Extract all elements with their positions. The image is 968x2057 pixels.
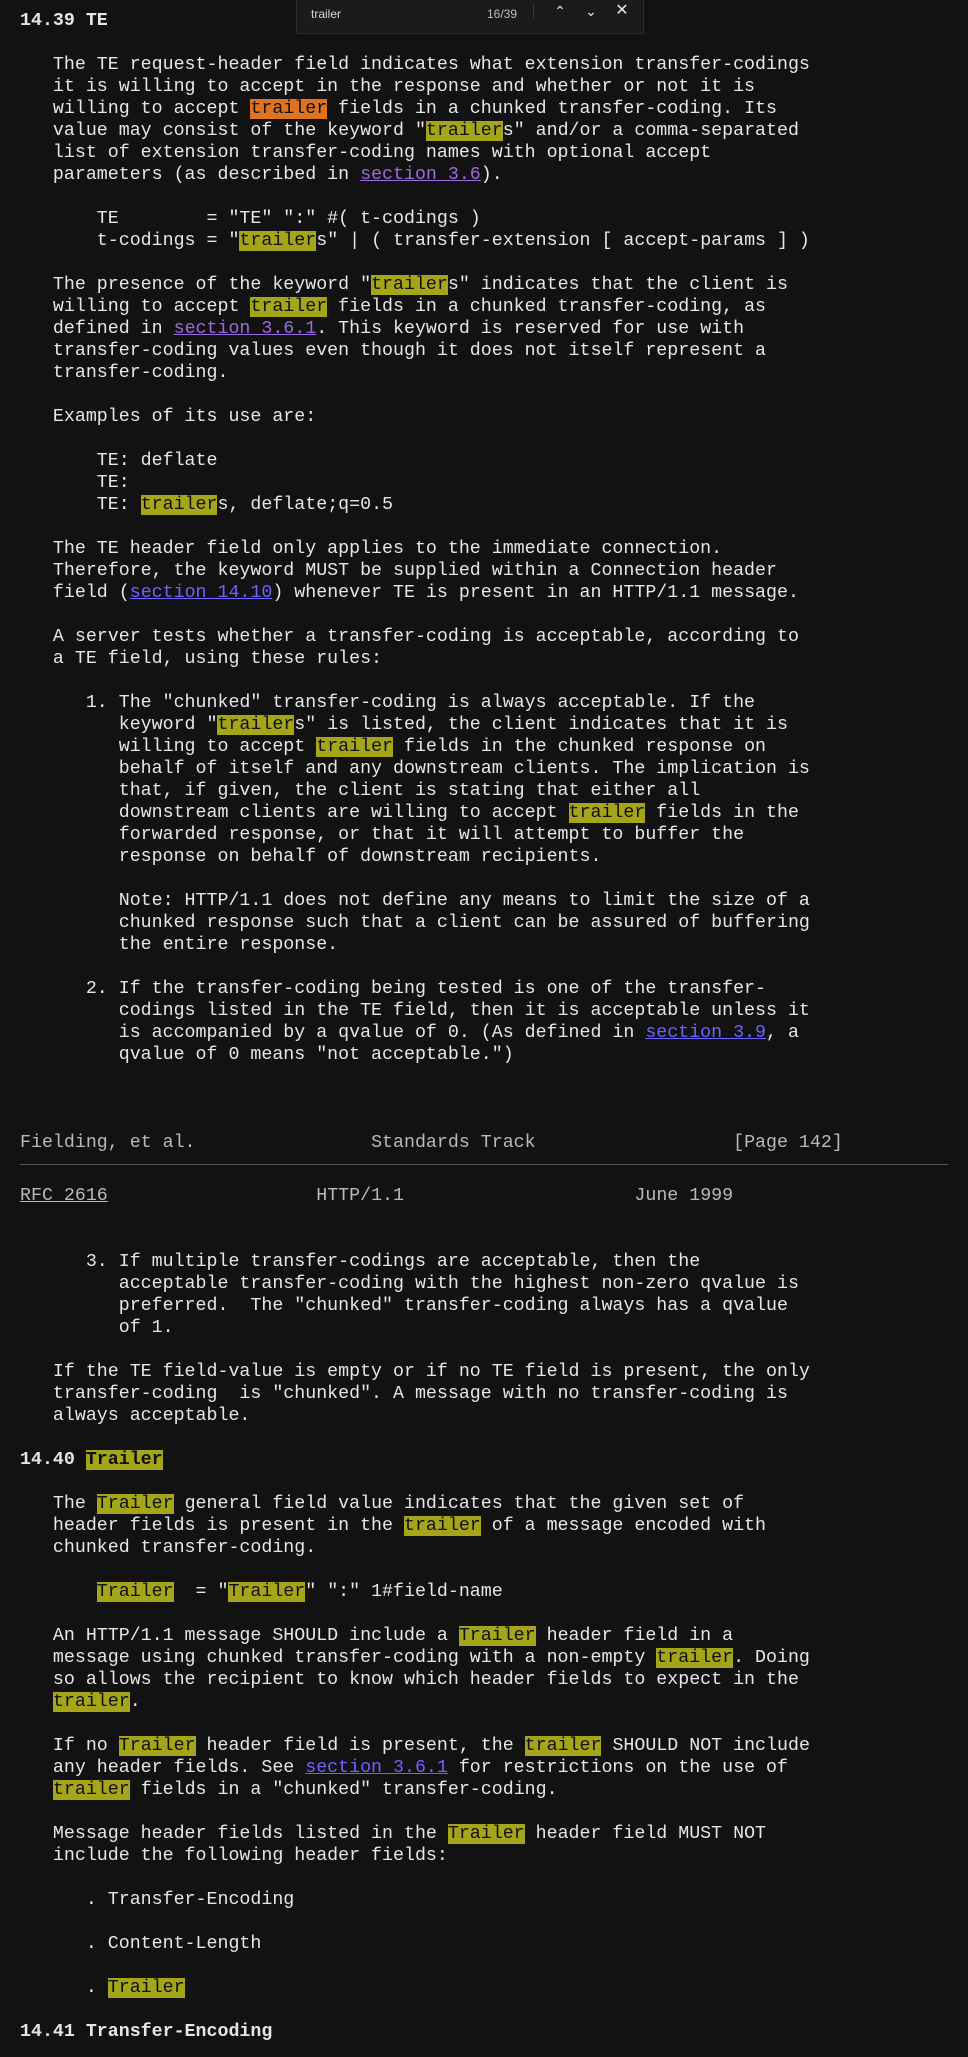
find-match-count: 16/39 [487,7,518,21]
section-heading-14-39: 14.39 TE [20,11,108,31]
te-intro-paragraph: The TE request-header field indicates what extension transfer-codings it is willing to accept in the response and whether or not it is willing to accept trailer fields in a chunked transfer-coding. Its value may consist of the keyword "trailers" and/or a comma-separated list of extension transfer-coding names with optional accept parameters (as described in section 3.6). [20,55,810,185]
rule-1: 1. The "chunked" transfer-coding is always acceptable. If the keyword "trailers" is listed, the client indicates that it is willing to accept trailer fields in the chunked response on behalf of itself and any downstream clients. The implication is that, if given, the client is stating that either all downstream clients are willing to accept trailer fields in the forwarded response, or that it will attempt to buffer the response on behalf of downstream recipients. [20,693,810,867]
page-footer: Fielding, et al. Standards Track [Page 142] [20,1133,843,1153]
trailer-intro-paragraph: The Trailer general field value indicates that the given set of header fields is present in the trailer of a message encoded with chunked transfer-coding. [20,1494,766,1558]
link-rfc-2616[interactable]: RFC 2616 [20,1186,108,1206]
empty-te-paragraph: If the TE field-value is empty or if no TE field is present, the only transfer-coding is "chunked". A message with no transfer-coding is always acceptable. [20,1362,810,1426]
search-match: trailer [568,803,646,823]
page-header: RFC 2616 HTTP/1.1 June 1999 [20,1186,734,1206]
te-grammar: TE = "TE" ":" #( t-codings ) t-codings = "trailers" | ( transfer-extension [ accept-params ] ) [20,209,810,251]
search-match: trailer [656,1648,734,1668]
server-rules-intro: A server tests whether a transfer-coding is acceptable, according to a TE field, using these rules: [20,627,799,669]
examples-intro: Examples of its use are: [20,407,317,427]
search-match: Trailer [107,1978,185,1998]
search-match: Trailer [85,1450,163,1470]
chevron-down-icon[interactable]: ⌄ [585,3,597,19]
search-match: trailer [371,275,448,295]
close-icon[interactable]: ✕ [615,2,629,19]
link-section-3-6-1[interactable]: section 3.6.1 [305,1758,448,1778]
search-match: trailer [52,1780,130,1800]
chevron-up-icon[interactable]: ⌃ [554,3,566,19]
search-match: trailer [403,1516,481,1536]
section-heading-14-40: 14.40 Trailer [20,1450,163,1470]
section-heading-14-41: 14.41 Transfer-Encoding [20,2022,273,2042]
te-examples: TE: deflate TE: TE: trailers, deflate;q=0.5 [20,451,394,515]
trailers-keyword-paragraph: The presence of the keyword "trailers" indicates that the client is willing to accept trailer fields in a chunked transfer-coding, as defined in section 3.6.1. This keyword is reserved for use with transfer-coding values even though it does not itself represent a transfer-coding. [20,275,788,383]
find-query[interactable]: trailer [311,7,342,21]
link-section-3-6-1[interactable]: section 3.6.1 [173,319,317,339]
rule-2: 2. If the transfer-coding being tested is one of the transfer- codings listed in the TE field, then it is acceptable unless it is accompanied by a qvalue of 0. (As defined in section 3.9, a qvalue of 0 means "not acceptable.") [20,979,810,1065]
current-search-match: trailer [250,99,328,119]
list-item: . Content-Length [20,1934,262,1954]
link-section-3-6[interactable]: section 3.6 [360,165,481,185]
page-divider [20,1164,948,1165]
search-match: trailer [52,1692,130,1712]
rule-1-note: Note: HTTP/1.1 does not define any means to limit the size of a chunked response such that a client can be assured of buffering the entire response. [20,891,810,955]
search-match: trailer [425,121,503,141]
search-match: Trailer [458,1626,536,1646]
rule-3: 3. If multiple transfer-codings are acceptable, then the acceptable transfer-coding with the highest non-zero qvalue is preferred. The "chunked" transfer-coding always has a qvalue of 1. [20,1252,799,1338]
link-section-3-9[interactable]: section 3.9 [645,1023,767,1043]
search-match: Trailer [447,1824,525,1844]
excluded-fields-intro: Message header fields listed in the Trailer header field MUST NOT include the following header fields: [20,1824,767,1866]
search-match: trailer [239,231,317,251]
list-item: . Trailer [20,1978,185,1998]
list-item: . Transfer-Encoding [20,1890,295,1910]
search-match: trailer [217,715,295,735]
search-match: Trailer [118,1736,196,1756]
search-match: trailer [316,737,394,757]
search-match: Trailer [228,1582,306,1602]
te-connection-paragraph: The TE header field only applies to the immediate connection. Therefore, the keyword MUST be supplied within a Connection header field (section 14.10) whenever TE is present in an HTTP/1.1 message. [20,539,799,603]
rfc-document [20,10,958,2043]
trailer-grammar: Trailer = "Trailer" ":" 1#field-name [96,1582,503,1602]
trailer-should-paragraph: An HTTP/1.1 message SHOULD include a Trailer header field in a message using chunked transfer-coding with a non-empty trailer. Doing so allows the recipient to know which header fields to expect in the trailer. [20,1626,810,1712]
search-match: trailer [140,495,218,515]
search-match: Trailer [96,1494,174,1514]
search-match: trailer [250,297,328,317]
link-section-14-10[interactable]: section 14.10 [129,583,273,603]
search-match: trailer [524,1736,602,1756]
search-match: Trailer [96,1582,174,1602]
no-trailer-paragraph: If no Trailer header field is present, the trailer SHOULD NOT include any header fields. See section 3.6.1 for restrictions on the use of trailer fields in a "chunked" transfer-coding. [20,1736,810,1800]
